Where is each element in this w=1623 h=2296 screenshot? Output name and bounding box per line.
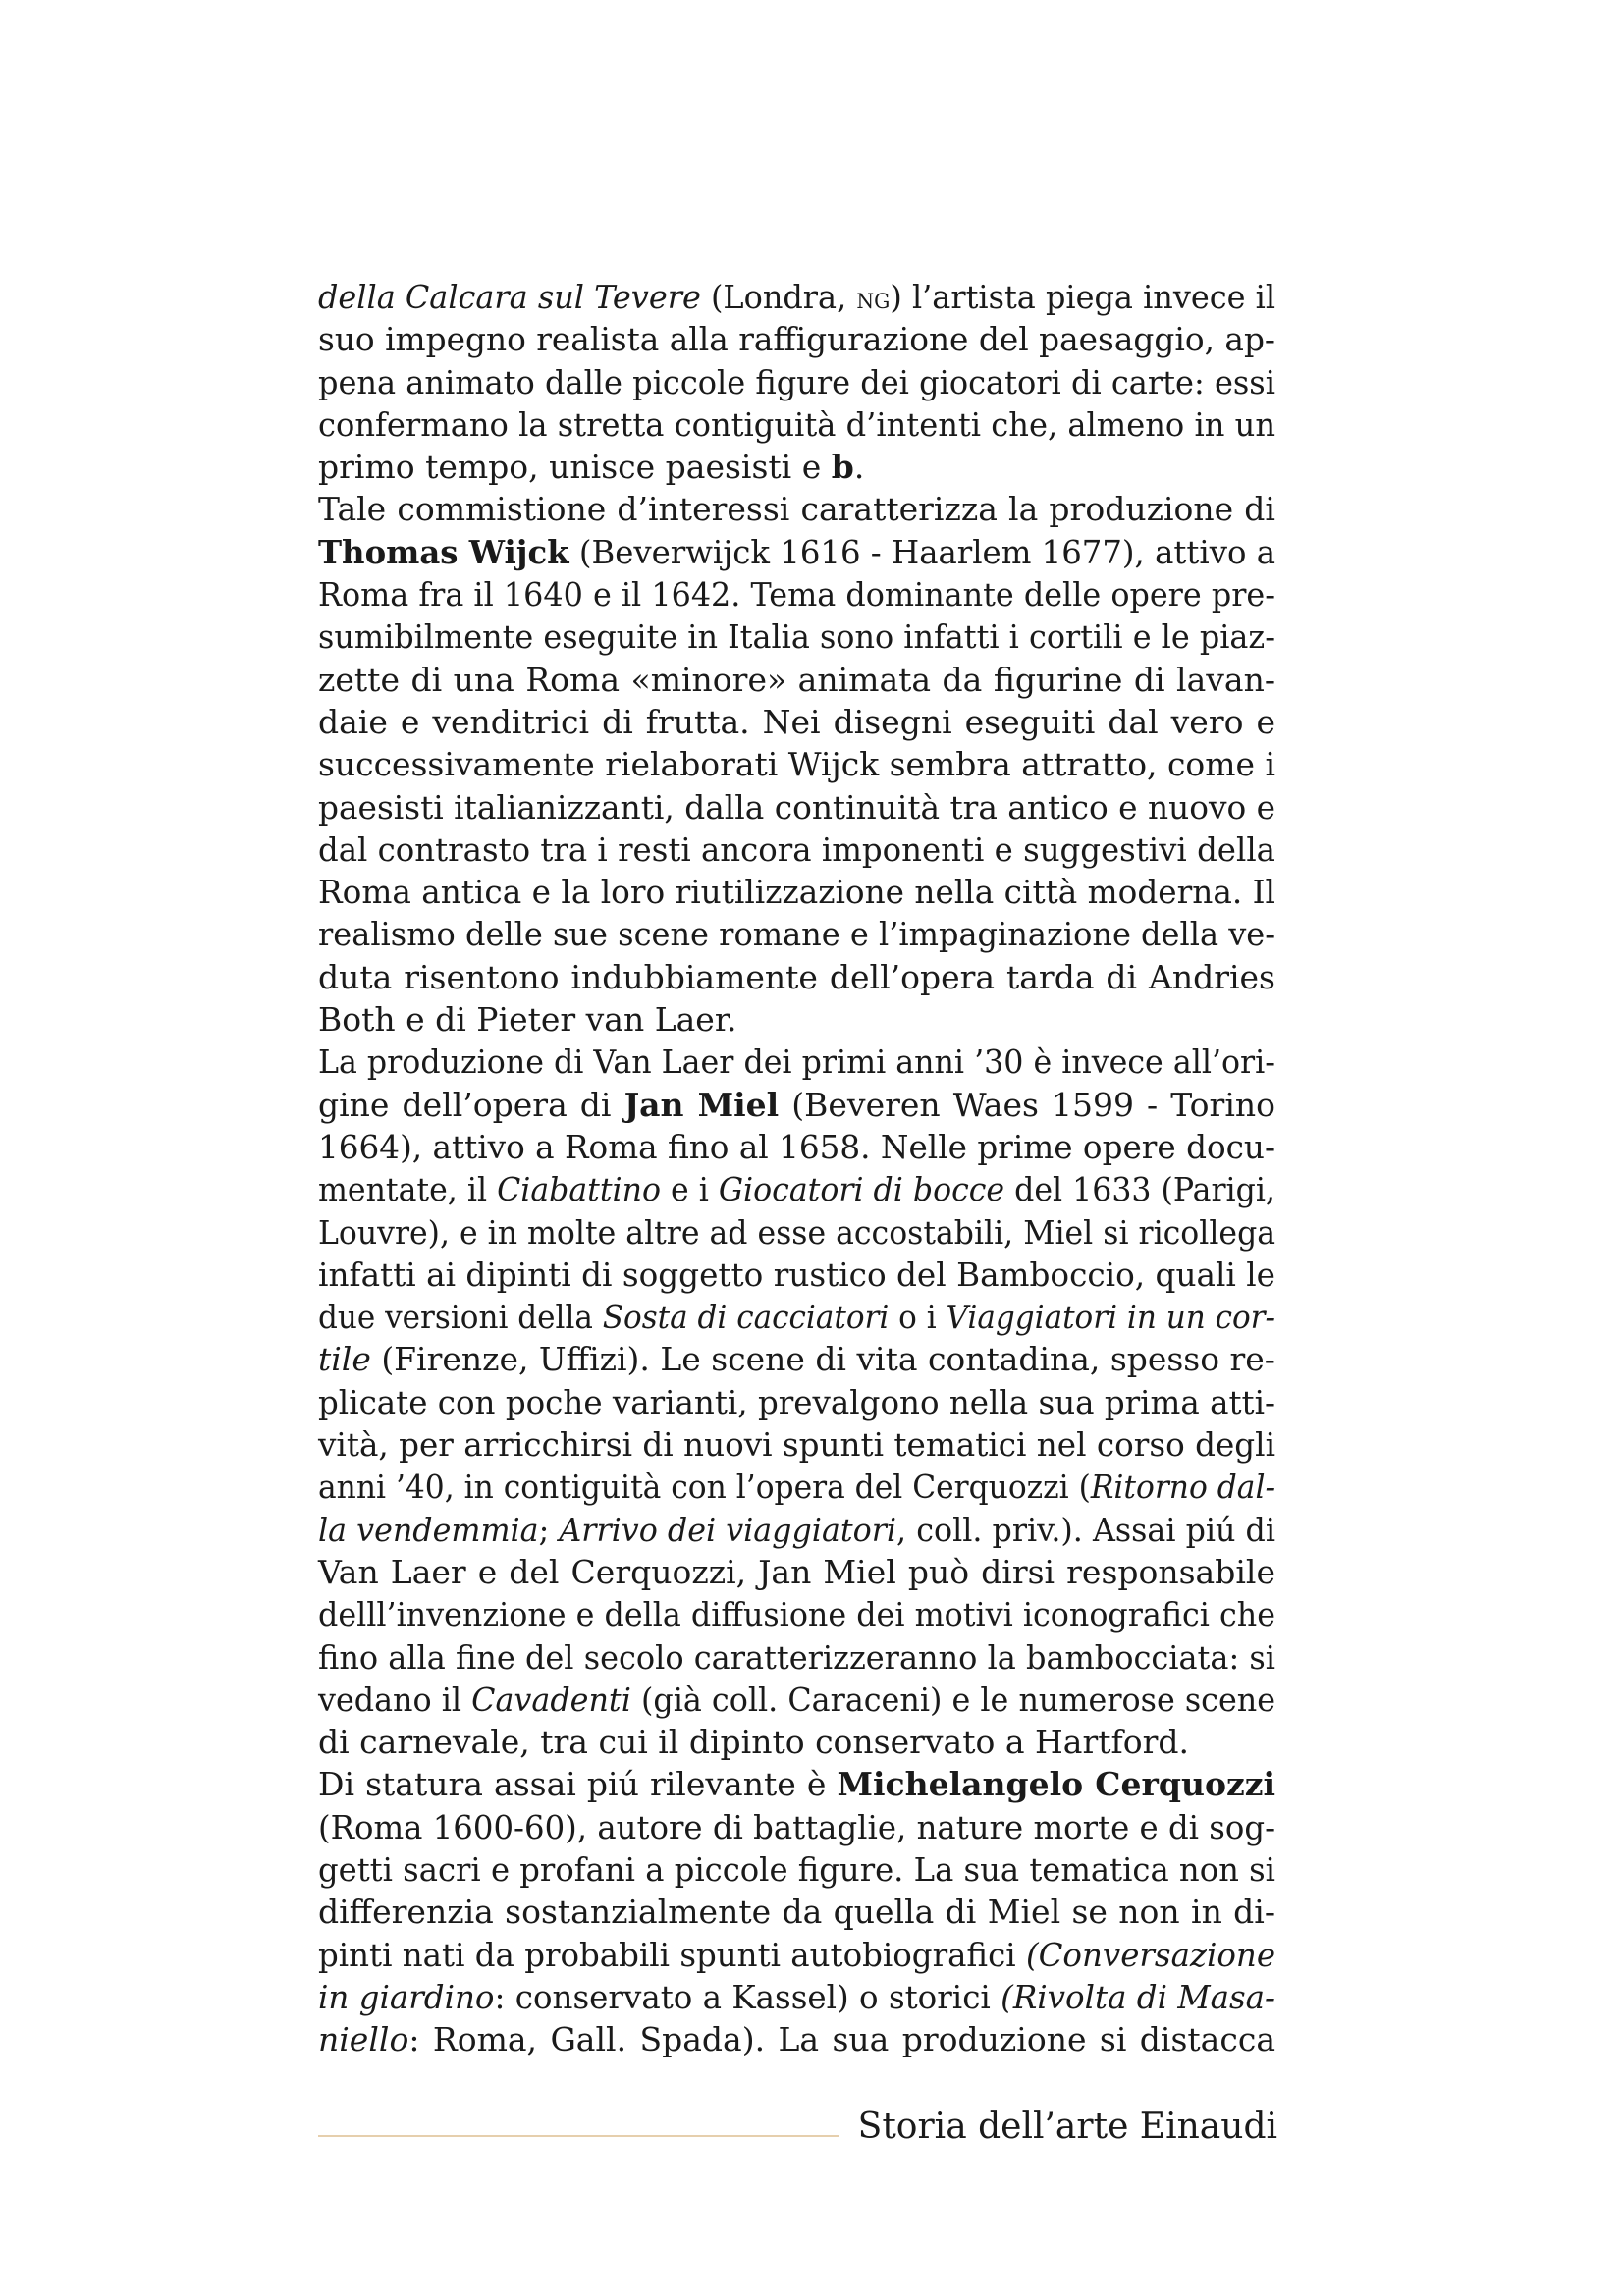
text-segment: anni ’40, in contiguità con l’opera del Cerquozzi ( <box>318 1468 1091 1507</box>
text-segment: , coll. priv.). Assai piú di <box>896 1510 1276 1549</box>
text-segment: 1664), attivo a Roma fino al 1658. Nelle prime opere docu- <box>318 1127 1275 1166</box>
text-segment: due versioni della <box>318 1298 603 1337</box>
text-line <box>318 1551 1275 1593</box>
text-line <box>318 361 1275 403</box>
text-line <box>318 659 1275 701</box>
text-segment: pena animato dalle piccole figure dei giocatori di carte: essi <box>318 362 1275 401</box>
text-line <box>318 1763 1275 1805</box>
text-line <box>318 1338 1275 1380</box>
text-line <box>318 276 1275 318</box>
text-line <box>318 1679 1275 1721</box>
text-segment: (Londra, <box>700 278 857 316</box>
text-segment: dal contrasto tra i resti ancora imponenti e suggestivi della <box>318 829 1275 869</box>
text-segment: b <box>831 448 854 487</box>
footer-rule <box>318 2135 839 2137</box>
text-line <box>318 1466 1275 1508</box>
text-line <box>318 615 1275 658</box>
text-segment: realismo delle sue scene romane e l’impaginazione della ve- <box>318 915 1276 954</box>
text-segment: Giocatori di bocce <box>718 1170 1005 1209</box>
text-segment: pinti nati da probabili spunti autobiografici <box>318 1935 1026 1974</box>
text-segment: (Rivolta di Masa- <box>1001 1977 1276 2016</box>
text-segment: : conservato a Kassel) o storici <box>494 1977 1001 2016</box>
text-segment: Viaggiatori in un cor- <box>946 1298 1276 1337</box>
text-segment: mentate, il <box>318 1170 498 1209</box>
text-line <box>318 913 1275 955</box>
text-segment: gine dell’opera di <box>318 1085 624 1124</box>
text-segment: (già coll. Caraceni) e le numerose scene <box>630 1680 1276 1719</box>
text-segment: la vendemmia <box>318 1510 539 1549</box>
text-segment: differenzia sostanzialmente da quella di Miel se non in di- <box>318 1893 1275 1932</box>
text-segment: e i <box>660 1170 719 1209</box>
text-segment: . <box>853 448 865 487</box>
text-segment: La produzione di Van Laer dei primi anni ’30 è invece all’ori- <box>318 1042 1275 1082</box>
text-segment: : Roma, Gall. Spada). La sua produzione si distacca <box>408 2020 1275 2059</box>
text-line <box>318 2018 1275 2060</box>
text-segment: o i <box>889 1298 947 1337</box>
text-segment: (Conversazione <box>1025 1935 1276 1974</box>
text-segment: in giardino <box>318 1977 495 2016</box>
text-segment: delll’invenzione e della diffusione dei motivi iconografici che <box>318 1595 1276 1634</box>
text-segment: duta risentono indubbiamente dell’opera tarda di Andries <box>318 957 1275 996</box>
text-line <box>318 1254 1275 1296</box>
text-line <box>318 318 1275 360</box>
text-segment: primo tempo, unisce paesisti e <box>318 448 832 487</box>
text-line <box>318 1806 1275 1848</box>
text-segment: getti sacri e profani a piccole figure. La sua tematica non si <box>318 1849 1275 1889</box>
text-line <box>318 1848 1275 1891</box>
text-segment: Sosta di cacciatori <box>602 1298 890 1337</box>
text-segment: paesisti italianizzanti, dalla continuità tra antico e nuovo e <box>318 787 1276 827</box>
text-line <box>318 1381 1275 1423</box>
footer-title: Storia dell’arte Einaudi <box>857 2107 1277 2147</box>
text-segment: Arrivo dei viaggiatori <box>559 1510 897 1549</box>
text-segment: successivamente rielaborati Wijck sembra attratto, come i <box>318 745 1276 784</box>
text-segment: infatti ai dipinti di soggetto rustico del Bamboccio, quali le <box>318 1255 1276 1294</box>
text-line <box>318 998 1275 1041</box>
text-segment: Roma antica e la loro riutilizzazione nella città moderna. Il <box>318 873 1275 912</box>
text-segment: niello <box>318 2020 409 2059</box>
text-segment: (Firenze, Uffizi). Le scene di vita contadina, spesso re- <box>370 1340 1275 1379</box>
text-line <box>318 1041 1275 1083</box>
text-line <box>318 1593 1275 1635</box>
text-segment: sumibilmente eseguite in Italia sono infatti i cortili e le piaz- <box>318 617 1275 657</box>
text-line <box>318 871 1275 913</box>
text-segment: del 1633 (Parigi, <box>1004 1170 1275 1209</box>
text-line <box>318 1126 1275 1168</box>
text-segment: Michelangelo Cerquozzi <box>837 1765 1276 1804</box>
text-segment: della Calcara sul Tevere <box>318 278 701 316</box>
text-segment: plicate con poche varianti, prevalgono nella sua prima atti- <box>318 1382 1275 1421</box>
text-line <box>318 446 1275 488</box>
text-line <box>318 956 1275 998</box>
text-line <box>318 1934 1275 1976</box>
text-line <box>318 1296 1275 1338</box>
text-segment: vedano il <box>318 1680 472 1719</box>
text-line <box>318 1891 1275 1933</box>
text-segment: daie e venditrici di frutta. Nei disegni eseguiti dal vero e <box>318 702 1275 741</box>
text-segment: Van Laer e del Cerquozzi, Jan Miel può dirsi responsabile <box>318 1552 1275 1591</box>
body-text <box>318 276 1275 2060</box>
text-segment: Both e di Pieter van Laer. <box>318 1000 737 1040</box>
text-segment: (Beverwijck 1616 - Haarlem 1677), attivo a <box>568 532 1275 571</box>
text-line <box>318 701 1275 743</box>
text-line <box>318 1976 1275 2018</box>
text-segment: Cavadenti <box>471 1680 631 1719</box>
text-line <box>318 1168 1275 1210</box>
text-line <box>318 1211 1275 1254</box>
text-line <box>318 743 1275 785</box>
text-segment: tile <box>318 1340 371 1379</box>
text-segment: ) l’artista piega invece il <box>890 278 1276 316</box>
text-line <box>318 488 1275 530</box>
text-segment: Thomas Wijck <box>318 532 569 571</box>
text-segment: di carnevale, tra cui il dipinto conservato a Hartford. <box>318 1723 1189 1762</box>
text-line <box>318 786 1275 828</box>
text-segment: ; <box>538 1510 560 1549</box>
text-line <box>318 1509 1275 1551</box>
text-line <box>318 828 1275 871</box>
text-segment: Louvre), e in molte altre ad esse accostabili, Miel si ricollega <box>318 1212 1276 1252</box>
text-segment: Jan Miel <box>623 1085 780 1124</box>
text-segment: ng <box>856 282 891 316</box>
text-segment: Roma fra il 1640 e il 1642. Tema dominante delle opere pre- <box>318 575 1275 614</box>
text-line <box>318 531 1275 573</box>
text-line <box>318 573 1275 615</box>
text-segment: suo impegno realista alla raffigurazione del paesaggio, ap- <box>318 320 1276 359</box>
text-segment: vità, per arricchirsi di nuovi spunti tematici nel corso degli <box>318 1425 1276 1465</box>
text-segment: (Roma 1600-60), autore di battaglie, nature morte e di sog- <box>318 1807 1276 1846</box>
text-line <box>318 1721 1275 1763</box>
text-line <box>318 1423 1275 1466</box>
text-line <box>318 1084 1275 1126</box>
text-segment: Ritorno dal- <box>1090 1468 1276 1507</box>
text-segment: Ciabattino <box>497 1170 661 1209</box>
text-line <box>318 1636 1275 1679</box>
text-segment: (Beveren Waes 1599 - Torino <box>779 1085 1276 1124</box>
text-segment: confermano la stretta contiguità d’intenti che, almeno in un <box>318 404 1276 444</box>
text-segment: zette di una Roma «minore» animata da figurine di lavan- <box>318 660 1275 699</box>
text-line <box>318 403 1275 446</box>
text-segment: Di statura assai piú rilevante è <box>318 1765 838 1804</box>
text-segment: Tale commistione d’interessi caratterizza la produzione di <box>318 490 1275 529</box>
text-segment: fino alla fine del secolo caratterizzeranno la bambocciata: si <box>318 1637 1275 1677</box>
